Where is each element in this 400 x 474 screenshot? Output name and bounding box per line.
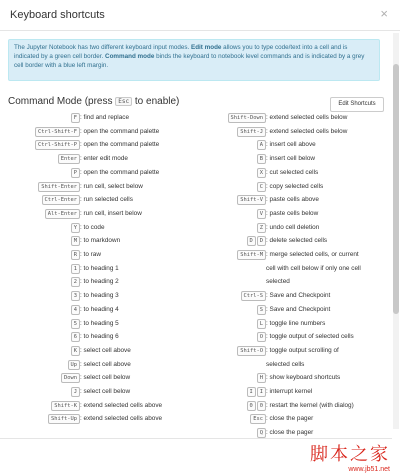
shortcut-description: : close the pager [266,429,314,437]
shortcut-keys [246,236,267,246]
key-badge: Ctrl-Shift-F [35,127,80,137]
shortcut-keys [256,140,266,150]
dialog-title: Keyboard shortcuts [10,9,105,21]
shortcut-description: : cut selected cells [266,168,319,176]
alert-bold-command-mode: Command mode [105,53,155,61]
shortcut-description: : to heading 1 [80,264,119,272]
shortcut-description: : to heading 6 [80,333,119,341]
esc-key-badge: Esc [115,97,132,106]
key-badge: D [257,236,266,246]
shortcut-description: : find and replace [80,114,130,121]
shortcut-description: : toggle output of selected cells [266,333,354,341]
shortcut-keys [256,223,266,233]
key-badge: Shift-Enter [38,182,80,192]
key-badge: K [71,346,80,356]
key-badge: Esc [250,414,266,424]
shortcut-keys [70,277,80,287]
shortcut-row [0,168,400,180]
shortcut-keys [256,182,266,192]
key-badge: Shift-M [237,250,266,260]
key-badge: V [257,209,266,219]
shortcut-row [0,387,400,399]
shortcut-keys [256,168,266,178]
shortcut-row [0,414,400,426]
key-badge: I [247,387,256,397]
shortcut-description: : to raw [80,251,101,258]
shortcut-keys [236,195,266,205]
shortcut-description: : enter edit mode [80,155,128,163]
key-badge: Z [257,223,266,233]
dialog-footer-divider [0,438,392,439]
key-badge: 5 [71,319,80,329]
shortcut-description: : insert cell below [266,155,316,163]
shortcut-description: : show keyboard shortcuts [266,374,341,382]
shortcut-row [0,305,400,317]
dialog-header [0,0,400,31]
shortcut-row [0,250,400,262]
shortcut-description: : extend selected cells below [266,114,348,121]
shortcut-description: : paste cells above [266,196,319,204]
shortcut-description-continued: selected [266,278,290,286]
shortcut-keys [246,387,267,397]
alert-text-3: binds the keyboard to notebook level commands and is indicated by a grey cell border with a blue left margin. [14,53,365,70]
key-badge: H [257,373,266,383]
shortcut-description: : restart the kernel (with dialog) [266,401,354,409]
shortcut-keys [256,209,266,219]
shortcut-keys [256,428,266,438]
key-badge: Enter [58,154,80,164]
shortcut-description: : open the command palette [80,141,160,149]
shortcut-keys [249,414,266,424]
shortcut-description: : toggle line numbers [266,319,326,327]
key-badge: Down [61,373,80,383]
key-badge: Shift-Up [48,414,80,424]
key-badge: R [71,250,80,260]
watermark-url: www.jb51.net [348,466,390,473]
key-badge: 1 [71,264,80,274]
shortcut-description: : open the command palette [80,127,160,135]
key-badge: Ctrl-S [241,291,266,301]
key-badge: D [247,236,256,246]
command-mode-title-pre: Command Mode (press [8,96,116,107]
shortcut-row [0,319,400,331]
shortcut-row [0,401,400,413]
key-badge: C [257,182,266,192]
shortcut-description: : open the command palette [80,168,160,176]
key-badge: Alt-Enter [45,209,80,219]
shortcut-keys [256,373,266,383]
key-badge: J [71,387,80,397]
shortcut-description: : to heading 5 [80,319,119,327]
shortcut-row [0,291,400,303]
key-badge: Ctrl-Enter [42,195,80,205]
shortcut-description: : select cell below [80,388,131,395]
shortcut-keys [67,360,81,370]
key-badge: A [257,140,266,150]
shortcut-row [0,154,400,166]
key-badge: Y [71,223,80,233]
shortcut-description: : extend selected cells above [80,415,163,423]
key-badge: S [257,305,266,315]
watermark [310,440,390,473]
shortcut-keys [227,113,266,123]
key-badge: Shift-K [51,401,80,411]
key-badge: Q [257,428,266,438]
shortcut-row [0,127,400,139]
key-badge: F [71,113,80,123]
shortcut-description: : to heading 3 [80,292,119,300]
shortcut-keys [256,332,266,342]
key-badge: 0 [257,401,266,411]
close-icon[interactable]: × [380,6,388,21]
shortcut-description: : select cell above [80,346,131,354]
shortcut-description: : merge selected cells, or current [266,251,359,258]
key-badge: M [71,236,80,246]
shortcut-description: : run selected cells [80,196,133,204]
shortcut-description: : insert cell above [266,141,316,149]
alert-text-2: allows you to type code/text into a cell and is indicated by a green cell border. [14,44,348,61]
alert-text-1: The Jupyter Notebook has two different keyboard input modes. [14,44,191,51]
shortcut-keys [236,250,266,260]
shortcut-keys [240,291,266,301]
shortcut-description: : to heading 2 [80,278,119,286]
shortcut-row [0,360,400,372]
shortcut-description: : to code [80,223,105,231]
key-badge: X [257,168,266,178]
edit-shortcuts-button[interactable]: Edit Shortcuts [330,97,384,112]
shortcut-description: : close the pager [266,415,314,423]
key-badge: 0 [247,401,256,411]
command-mode-title [8,96,179,107]
key-badge: Ctrl-Shift-P [35,140,80,150]
shortcut-row [0,182,400,194]
shortcut-keys [70,264,80,274]
key-badge: 4 [71,305,80,315]
shortcut-description: : run cell, select below [80,182,143,190]
key-badge: I [257,387,266,397]
shortcut-keys [236,127,266,137]
shortcut-row [0,223,400,235]
shortcut-keys [246,401,267,411]
shortcut-description-continued: selected cells [266,360,305,368]
alert-bold-edit-mode: Edit mode [191,44,222,51]
shortcut-description: : paste cells below [266,209,319,217]
shortcut-row [0,140,400,152]
shortcut-row [0,346,400,358]
shortcut-description: : to heading 4 [80,305,119,313]
shortcut-description: : toggle output scrolling of [266,346,339,354]
shortcut-keys [256,154,266,164]
shortcut-keys [256,305,266,315]
shortcut-description: : select cell below [80,374,131,382]
shortcut-description-continued: cell with cell below if only one cell [266,264,361,272]
shortcut-row [0,209,400,221]
shortcut-row [0,195,400,207]
key-badge: 2 [71,277,80,287]
key-badge: 6 [71,332,80,342]
key-badge: L [257,319,266,329]
command-mode-title-post: to enable) [132,96,180,107]
shortcut-description: : run cell, insert below [80,209,142,217]
shortcut-description: : extend selected cells below [266,127,348,135]
shortcut-row [0,236,400,248]
key-badge: Shift-O [237,346,266,356]
key-badge: Up [68,360,81,370]
shortcut-description: : select cell above [80,360,131,368]
key-badge: Shift-J [237,127,266,137]
key-badge: P [71,168,80,178]
shortcut-description: : copy selected cells [266,182,324,190]
shortcut-row [0,332,400,344]
key-badge: B [257,154,266,164]
shortcut-description: : delete selected cells [266,237,328,245]
watermark-title: 脚本之家 [310,444,390,465]
shortcut-description: : extend selected cells above [80,401,163,409]
key-badge: Shift-Down [228,113,266,123]
shortcut-description: : undo cell deletion [266,223,320,231]
shortcut-description: : to markdown [80,237,121,245]
shortcut-row [0,373,400,385]
shortcut-keys [256,319,266,329]
shortcut-row [0,277,400,289]
shortcut-row [0,113,400,125]
key-badge: 3 [71,291,80,301]
key-badge: Shift-V [237,195,266,205]
key-badge: O [257,332,266,342]
shortcut-description: : Save and Checkpoint [266,305,331,313]
info-alert [8,39,380,81]
shortcut-description: : interrupt kernel [266,388,313,395]
shortcut-description: : Save and Checkpoint [266,292,331,300]
shortcut-keys [236,346,266,356]
